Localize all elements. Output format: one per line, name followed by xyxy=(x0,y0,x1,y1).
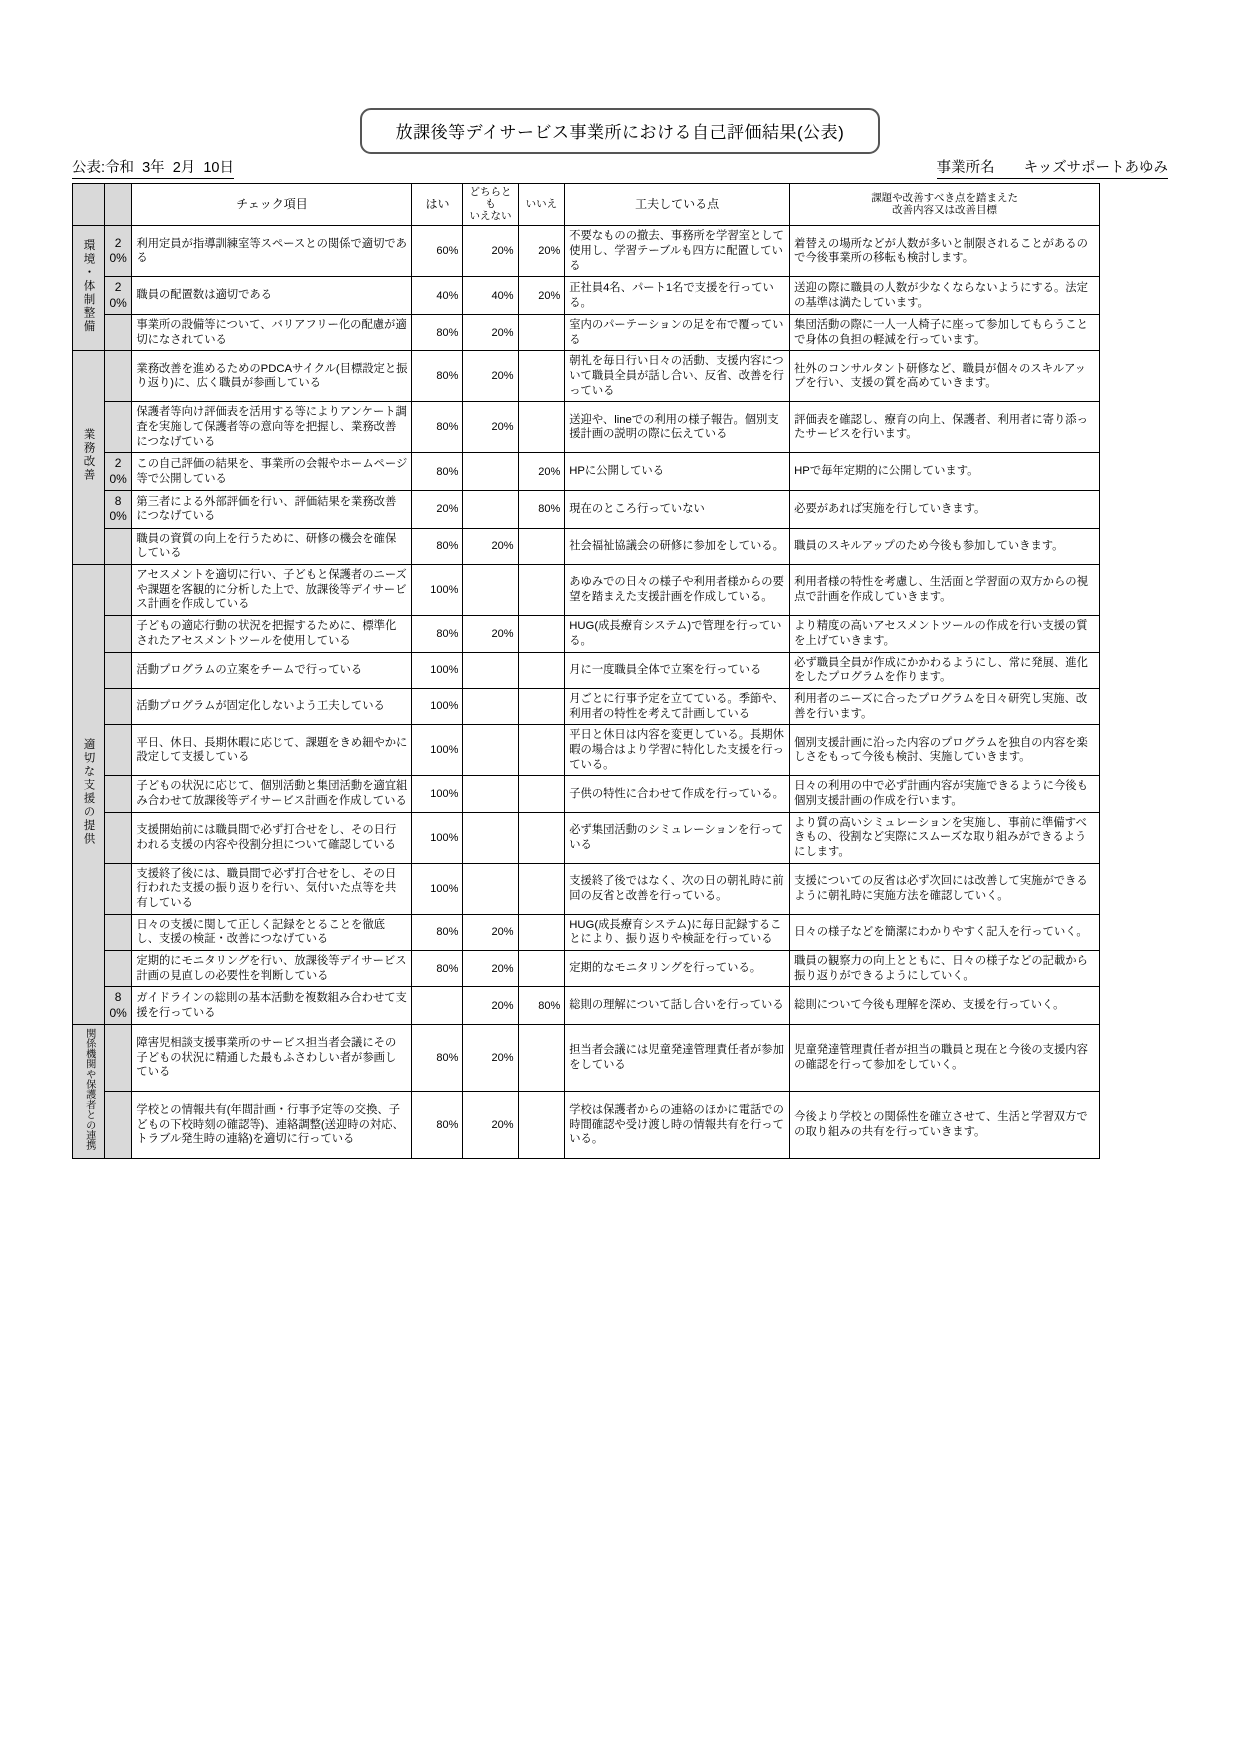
self-evaluation-table xyxy=(72,183,1100,1159)
row-number xyxy=(104,402,132,453)
check-item-text: 支援開始前には職員間で必ず打合せをし、その日行われる支援の内容や役割分担について確認している xyxy=(132,812,412,863)
no-percent xyxy=(518,565,565,616)
good-points-text: 担当者会議には児童発達管理責任者が参加をしている xyxy=(565,1024,790,1091)
improvement-text: 必要があれば実施を行していきます。 xyxy=(790,491,1100,529)
meta-line xyxy=(0,156,1240,176)
yes-percent: 40% xyxy=(412,277,463,315)
no-percent xyxy=(518,688,565,724)
improvement-text: 必ず職員全員が作成にかかわるようにし、常に発展、進化をしたプログラムを作ります。 xyxy=(790,652,1100,688)
good-points-text: 社会福祉協議会の研修に参加をしている。 xyxy=(565,528,790,564)
good-points-text: 現在のところ行っていない xyxy=(565,491,790,529)
improvement-text: 支援についての反省は必ず次回には改善して実施ができるように朝礼時に実施方法を確認していく。 xyxy=(790,863,1100,914)
yes-percent: 100% xyxy=(412,565,463,616)
category-cell xyxy=(73,351,105,565)
no-percent xyxy=(518,402,565,453)
neutral-percent xyxy=(463,491,518,529)
yes-percent: 100% xyxy=(412,812,463,863)
yes-percent: 80% xyxy=(412,1024,463,1091)
neutral-percent: 20% xyxy=(463,1024,518,1091)
neutral-percent: 20% xyxy=(463,987,518,1025)
good-points-text: 平日と休日は内容を変更している。長期休暇の場合はより学習に特化した支援を行っている。 xyxy=(565,725,790,776)
improvement-text: HPで毎年定期的に公開しています。 xyxy=(790,453,1100,491)
yes-percent: 100% xyxy=(412,863,463,914)
category-cell xyxy=(73,226,105,351)
row-number xyxy=(104,314,132,350)
table-row xyxy=(73,402,1100,453)
check-item-text: 子どもの適応行動の状況を把握するために、標準化されたアセスメントツールを使用している xyxy=(132,616,412,652)
neutral-percent xyxy=(463,453,518,491)
no-percent xyxy=(518,950,565,986)
table-row xyxy=(73,565,1100,616)
table-row xyxy=(73,688,1100,724)
good-points-text: 定期的なモニタリングを行っている。 xyxy=(565,950,790,986)
header-category xyxy=(73,184,105,226)
good-points-text: 室内のパーテーションの足を布で覆っている xyxy=(565,314,790,350)
neutral-percent: 20% xyxy=(463,950,518,986)
no-percent xyxy=(518,1092,565,1159)
good-points-text: 不要なものの撤去、事務所を学習室として使用し、学習テーブルも四方に配置している xyxy=(565,226,790,277)
improvement-text: 社外のコンサルタント研修など、職員が個々のスキルアップを行い、支援の質を高めていきます。 xyxy=(790,351,1100,402)
neutral-percent xyxy=(463,776,518,812)
row-number xyxy=(104,950,132,986)
neutral-percent: 20% xyxy=(463,226,518,277)
yes-percent: 100% xyxy=(412,776,463,812)
row-number xyxy=(104,688,132,724)
no-percent xyxy=(518,812,565,863)
no-percent xyxy=(518,351,565,402)
table-row xyxy=(73,914,1100,950)
check-item-text: ガイドラインの総則の基本活動を複数組み合わせて支援を行っている xyxy=(132,987,412,1025)
yes-percent xyxy=(412,987,463,1025)
row-number xyxy=(104,725,132,776)
neutral-percent xyxy=(463,863,518,914)
check-item-text: 定期的にモニタリングを行い、放課後等デイサービス計画の見直しの必要性を判断している xyxy=(132,950,412,986)
header-neutral: どちらとも いえない xyxy=(463,184,518,226)
yes-percent: 80% xyxy=(412,453,463,491)
category-cell xyxy=(73,565,105,1025)
category-label: 関係機関や保護者との連携 xyxy=(83,1027,95,1151)
check-item-text: 平日、休日、長期休暇に応じて、課題をきめ細やかに設定して支援している xyxy=(132,725,412,776)
good-points-text: HUG(成長療育システム)で管理を行っている。 xyxy=(565,616,790,652)
table-header-row xyxy=(73,184,1100,226)
row-number xyxy=(104,616,132,652)
check-item-text: この自己評価の結果を、事業所の会報やホームページ等で公開している xyxy=(132,453,412,491)
check-item-text: 学校との情報共有(年間計画・行事予定等の交換、子どもの下校時刻の確認等)、連絡調整(送迎時の対応、トラブル発生時の連絡)を適切に行っている xyxy=(132,1092,412,1159)
category-label: 適切な支援の提供 xyxy=(82,738,95,847)
table-row xyxy=(73,314,1100,350)
neutral-percent: 20% xyxy=(463,351,518,402)
yes-percent: 80% xyxy=(412,528,463,564)
improvement-text: 職員の観察力の向上とともに、日々の様子などの記載から振り返りができるようにしていく。 xyxy=(790,950,1100,986)
improvement-text: 日々の様子などを簡潔にわかりやすく記入を行っていく。 xyxy=(790,914,1100,950)
row-number xyxy=(104,776,132,812)
row-number: 80% xyxy=(104,987,132,1025)
improvement-text: 児童発達管理責任者が担当の職員と現在と今後の支援内容の確認を行って参加をしていく。 xyxy=(790,1024,1100,1091)
header-number xyxy=(104,184,132,226)
no-percent xyxy=(518,616,565,652)
no-percent xyxy=(518,652,565,688)
yes-percent: 80% xyxy=(412,314,463,350)
no-percent xyxy=(518,528,565,564)
good-points-text: 月に一度職員全体で立案を行っている xyxy=(565,652,790,688)
row-number: 20% xyxy=(104,226,132,277)
no-percent: 80% xyxy=(518,987,565,1025)
no-percent xyxy=(518,776,565,812)
header-yes: はい xyxy=(412,184,463,226)
header-check-item: チェック項目 xyxy=(132,184,412,226)
row-number xyxy=(104,863,132,914)
page-title: 放課後等デイサービス事業所における自己評価結果(公表) xyxy=(360,108,881,154)
check-item-text: アセスメントを適切に行い、子どもと保護者のニーズや課題を客観的に分析した上で、放課後等デイサービス計画を作成している xyxy=(132,565,412,616)
yes-percent: 80% xyxy=(412,616,463,652)
no-percent xyxy=(518,725,565,776)
neutral-percent: 20% xyxy=(463,616,518,652)
yes-percent: 60% xyxy=(412,226,463,277)
good-points-text: HPに公開している xyxy=(565,453,790,491)
table-row xyxy=(73,616,1100,652)
check-item-text: 職員の配置数は適切である xyxy=(132,277,412,315)
table-row xyxy=(73,725,1100,776)
check-item-text: 業務改善を進めるためのPDCAサイクル(目標設定と振り返り)に、広く職員が参画している xyxy=(132,351,412,402)
improvement-text: 利用者のニーズに合ったプログラムを日々研究し実施、改善を行います。 xyxy=(790,688,1100,724)
no-percent: 20% xyxy=(518,277,565,315)
table-row xyxy=(73,491,1100,529)
improvement-text: 日々の利用の中で必ず計画内容が実施できるように今後も個別支援計画の作成を行います。 xyxy=(790,776,1100,812)
yes-percent: 100% xyxy=(412,725,463,776)
check-item-text: 活動プログラムが固定化しないよう工夫している xyxy=(132,688,412,724)
neutral-percent xyxy=(463,688,518,724)
good-points-text: 必ず集団活動のシミュレーションを行っている xyxy=(565,812,790,863)
neutral-percent xyxy=(463,652,518,688)
neutral-percent xyxy=(463,725,518,776)
neutral-percent: 20% xyxy=(463,314,518,350)
neutral-percent: 20% xyxy=(463,914,518,950)
no-percent: 20% xyxy=(518,226,565,277)
header-good-points: 工夫している点 xyxy=(565,184,790,226)
row-number: 20% xyxy=(104,453,132,491)
header-no: いいえ xyxy=(518,184,565,226)
header-improvement-line1: 課題や改善すべき点を踏まえた xyxy=(871,191,1018,204)
check-item-text: 保護者等向け評価表を活用する等によりアンケート調査を実施して保護者等の意向等を把握し、業務改善につなげている xyxy=(132,402,412,453)
table-row xyxy=(73,652,1100,688)
table-row xyxy=(73,226,1100,277)
no-percent xyxy=(518,1024,565,1091)
row-number xyxy=(104,1092,132,1159)
improvement-text: より質の高いシミュレーションを実施し、事前に準備すべきもの、役割など実際にスムーズな取り組みができるようにします。 xyxy=(790,812,1100,863)
row-number xyxy=(104,528,132,564)
table-row xyxy=(73,351,1100,402)
table-row xyxy=(73,277,1100,315)
improvement-text: 個別支援計画に沿った内容のプログラムを独自の内容を楽しさをもって今後も検討、実施していきます。 xyxy=(790,725,1100,776)
good-points-text: 正社員4名、パート1名で支援を行っている。 xyxy=(565,277,790,315)
neutral-percent xyxy=(463,812,518,863)
row-number xyxy=(104,565,132,616)
good-points-text: 送迎や、lineでの利用の様子報告。個別支援計画の説明の際に伝えている xyxy=(565,402,790,453)
good-points-text: 総則の理解について話し合いを行っている xyxy=(565,987,790,1025)
yes-percent: 20% xyxy=(412,491,463,529)
row-number xyxy=(104,1024,132,1091)
good-points-text: あゆみでの日々の様子や利用者様からの要望を踏まえた支援計画を作成している。 xyxy=(565,565,790,616)
check-item-text: 第三者による外部評価を行い、評価結果を業務改善につなげている xyxy=(132,491,412,529)
neutral-percent: 20% xyxy=(463,402,518,453)
category-label: 業務改善 xyxy=(82,428,95,483)
row-number: 20% xyxy=(104,277,132,315)
no-percent xyxy=(518,314,565,350)
header-improvement-line2: 改善内容又は改善目標 xyxy=(892,203,998,216)
row-number xyxy=(104,351,132,402)
good-points-text: 学校は保護者からの連絡のほかに電話での時間確認や受け渡し時の情報共有を行っている。 xyxy=(565,1092,790,1159)
check-item-text: 支援終了後には、職員間で必ず打合せをし、その日行われた支援の振り返りを行い、気付いた点等を共有している xyxy=(132,863,412,914)
table-row xyxy=(73,1024,1100,1091)
neutral-percent: 20% xyxy=(463,528,518,564)
row-number xyxy=(104,652,132,688)
yes-percent: 80% xyxy=(412,351,463,402)
yes-percent: 80% xyxy=(412,914,463,950)
no-percent xyxy=(518,914,565,950)
neutral-percent: 20% xyxy=(463,1092,518,1159)
good-points-text: HUG(成長療育システム)に毎日記録することにより、振り返りや検証を行っている xyxy=(565,914,790,950)
improvement-text: 今後より学校との関係性を確立させて、生活と学習双方での取り組みの共有を行っていきます。 xyxy=(790,1092,1100,1159)
check-item-text: 子どもの状況に応じて、個別活動と集団活動を適宜組み合わせて放課後等デイサービス計画を作成している xyxy=(132,776,412,812)
row-number: 80% xyxy=(104,491,132,529)
no-percent xyxy=(518,863,565,914)
check-item-text: 事業所の設備等について、バリアフリー化の配慮が適切になされている xyxy=(132,314,412,350)
yes-percent: 100% xyxy=(412,652,463,688)
neutral-percent xyxy=(463,565,518,616)
row-number xyxy=(104,914,132,950)
check-item-text: 活動プログラムの立案をチームで行っている xyxy=(132,652,412,688)
category-cell xyxy=(73,1024,105,1158)
good-points-text: 子供の特性に合わせて作成を行っている。 xyxy=(565,776,790,812)
improvement-text: 評価表を確認し、療育の向上、保護者、利用者に寄り添ったサービスを行います。 xyxy=(790,402,1100,453)
good-points-text: 月ごとに行事予定を立てている。季節や、利用者の特性を考えて計画している xyxy=(565,688,790,724)
title-container xyxy=(0,108,1240,154)
table-row xyxy=(73,776,1100,812)
table-row xyxy=(73,863,1100,914)
table-row xyxy=(73,812,1100,863)
table-row xyxy=(73,453,1100,491)
table-row xyxy=(73,987,1100,1025)
yes-percent: 80% xyxy=(412,402,463,453)
yes-percent: 80% xyxy=(412,1092,463,1159)
facility-name: 事業所名 キッズサポートあゆみ xyxy=(937,156,1168,179)
table-row xyxy=(73,1092,1100,1159)
yes-percent: 80% xyxy=(412,950,463,986)
table-row xyxy=(73,950,1100,986)
table-header xyxy=(73,184,1100,226)
improvement-text: 利用者様の特性を考慮し、生活面と学習面の双方からの視点で計画を作成していきます。 xyxy=(790,565,1100,616)
table-body xyxy=(73,226,1100,1159)
improvement-text: 総則について今後も理解を深め、支援を行っていく。 xyxy=(790,987,1100,1025)
yes-percent: 100% xyxy=(412,688,463,724)
row-number xyxy=(104,812,132,863)
publish-date: 公表:令和 3年 2月 10日 xyxy=(72,156,234,179)
improvement-text: 送迎の際に職員の人数が少なくならないようにする。法定の基準は満たしています。 xyxy=(790,277,1100,315)
neutral-percent: 40% xyxy=(463,277,518,315)
improvement-text: 職員のスキルアップのため今後も参加していきます。 xyxy=(790,528,1100,564)
improvement-text: より精度の高いアセスメントツールの作成を行い支援の質を上げていきます。 xyxy=(790,616,1100,652)
check-item-text: 利用定員が指導訓練室等スペースとの関係で適切である xyxy=(132,226,412,277)
improvement-text: 集団活動の際に一人一人椅子に座って参加してもらうことで身体の負担の軽減を行っています。 xyxy=(790,314,1100,350)
no-percent: 20% xyxy=(518,453,565,491)
check-item-text: 障害児相談支援事業所のサービス担当者会議にその子どもの状況に精通した最もふさわしい者が参画している xyxy=(132,1024,412,1091)
category-label: 環境・体制整備 xyxy=(82,238,95,334)
improvement-text: 着替えの場所などが人数が多いと制限されることがあるので今後事業所の移転も検討します。 xyxy=(790,226,1100,277)
check-item-text: 日々の支援に関して正しく記録をとることを徹底し、支援の検証・改善につなげている xyxy=(132,914,412,950)
good-points-text: 支援終了後ではなく、次の日の朝礼時に前回の反省と改善を行っている。 xyxy=(565,863,790,914)
check-item-text: 職員の資質の向上を行うために、研修の機会を確保している xyxy=(132,528,412,564)
header-improvement xyxy=(790,184,1100,226)
no-percent: 80% xyxy=(518,491,565,529)
good-points-text: 朝礼を毎日行い日々の活動、支援内容について職員全員が話し合い、反省、改善を行っている xyxy=(565,351,790,402)
table-row xyxy=(73,528,1100,564)
